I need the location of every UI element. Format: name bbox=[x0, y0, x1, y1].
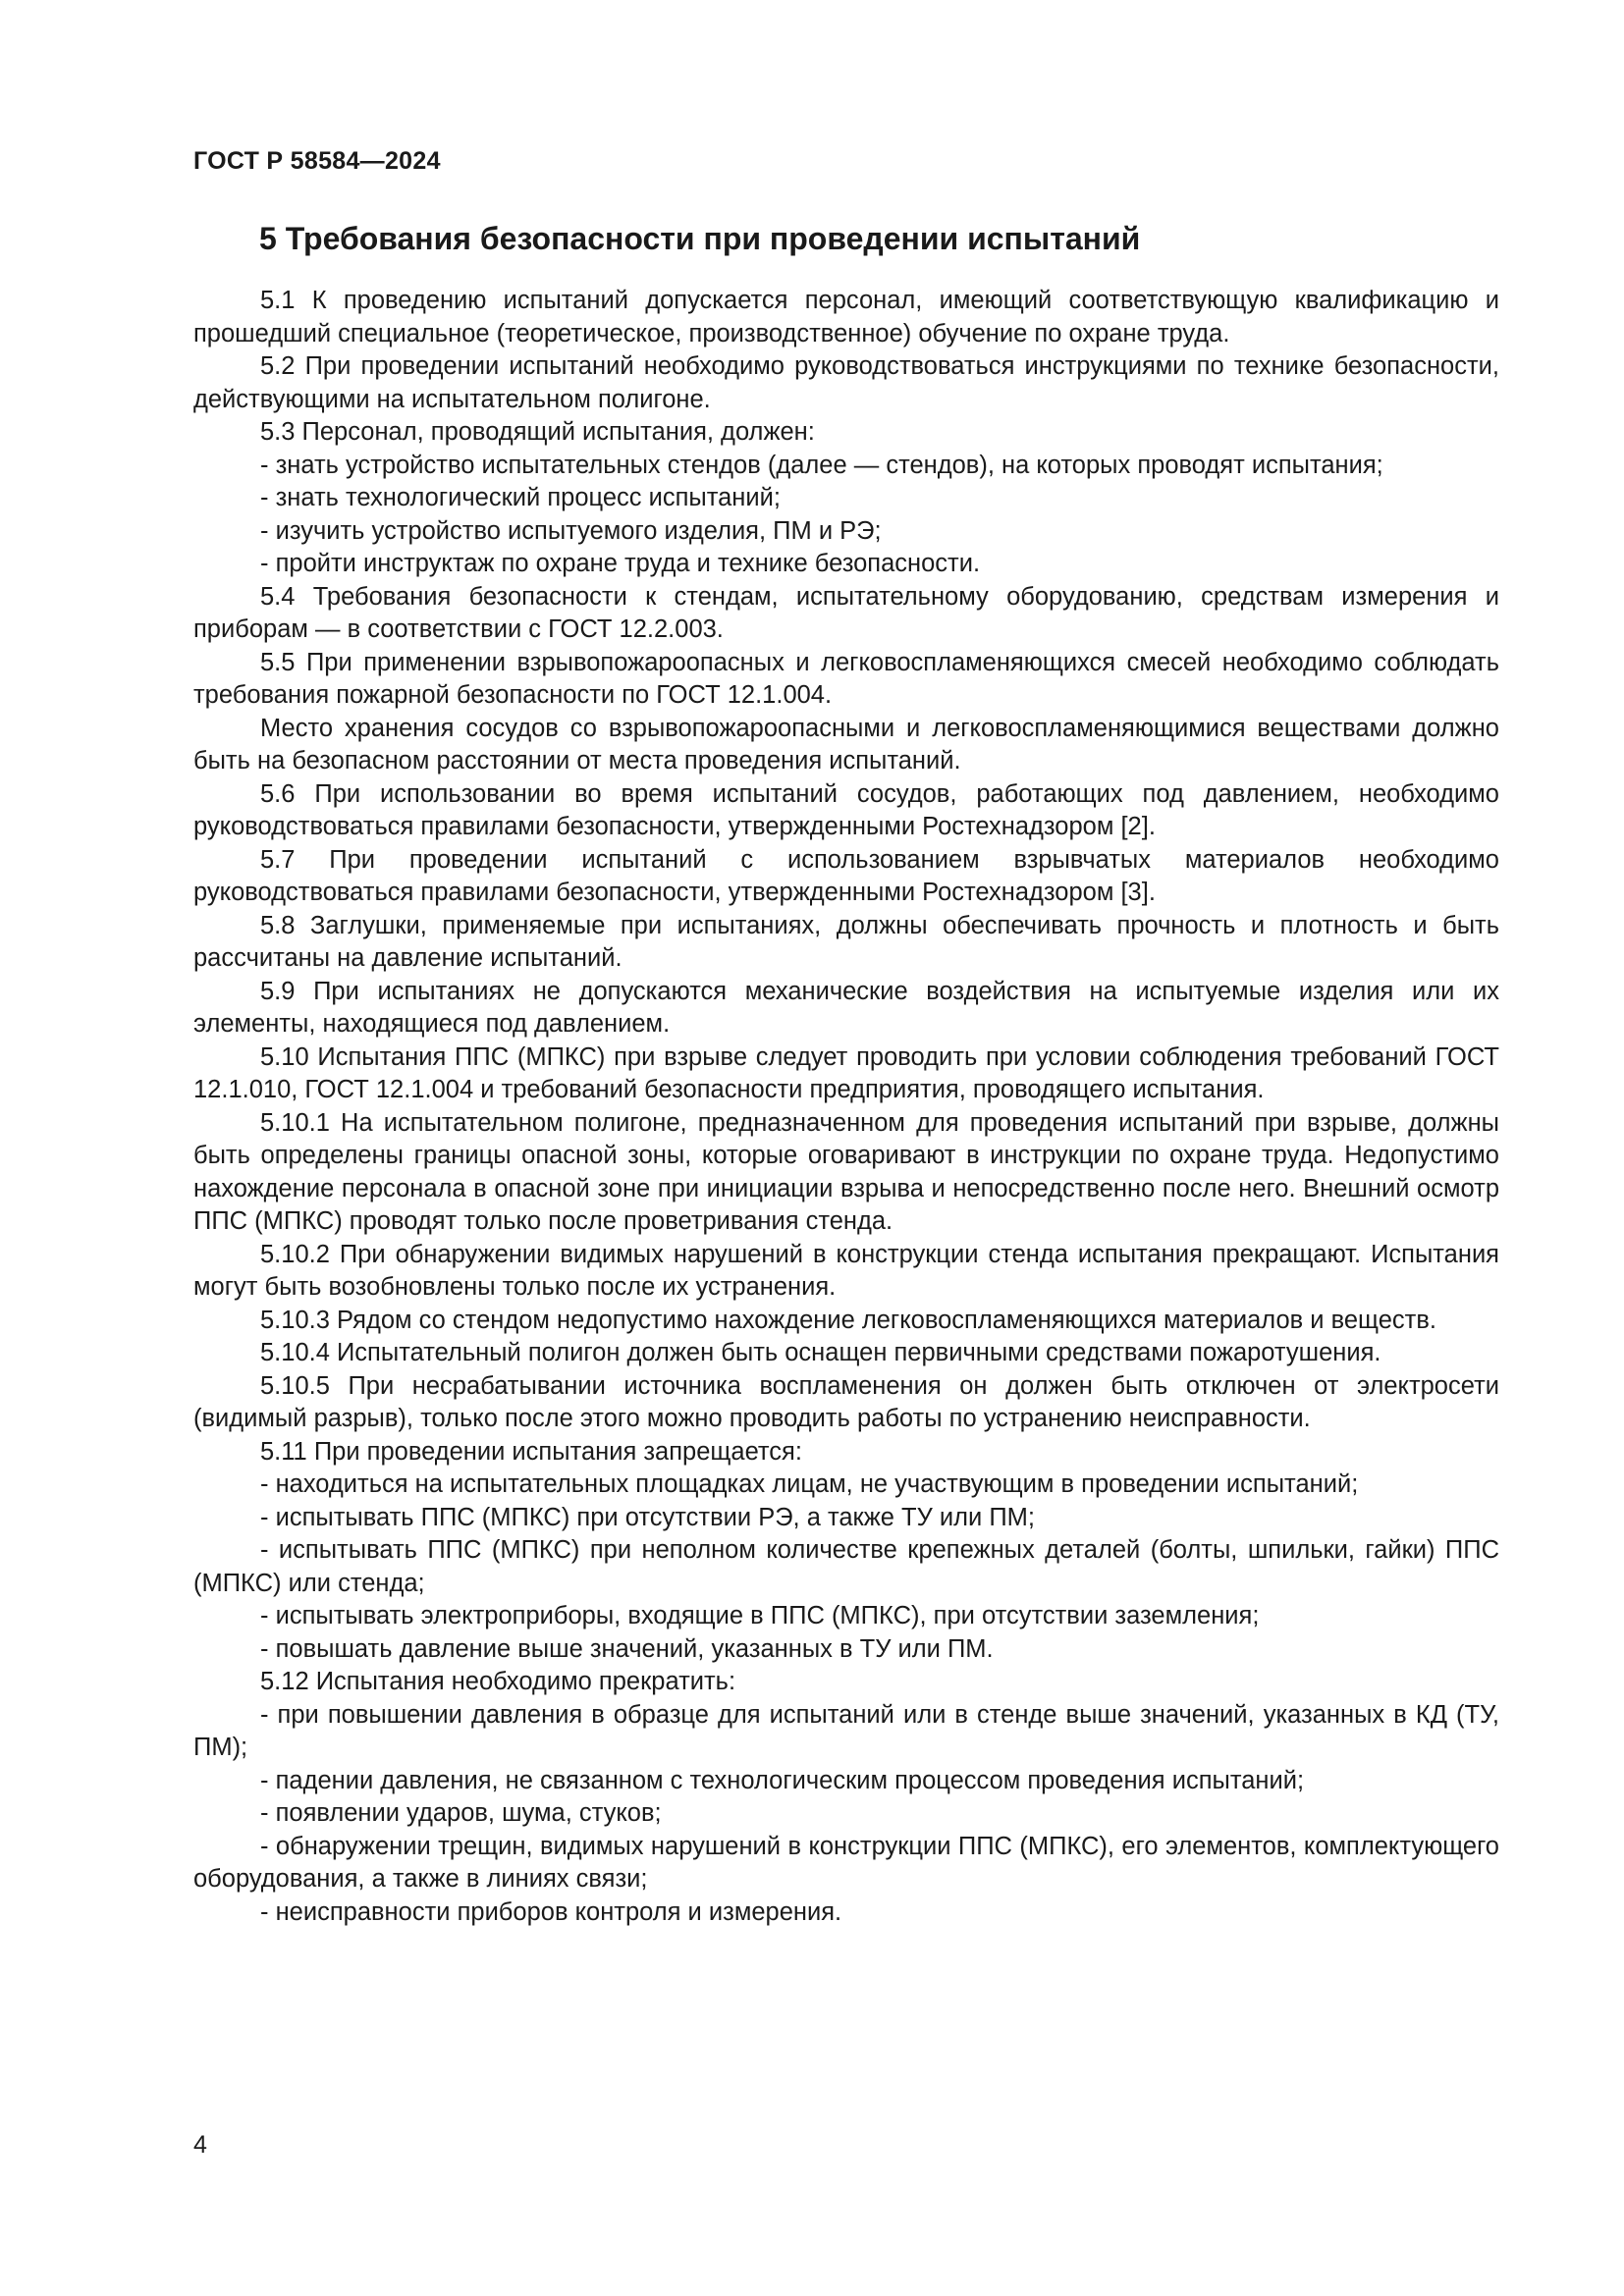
paragraph-5-10-4: 5.10.4 Испытательный полигон должен быть оснащен первичными средствами пожаротушения. bbox=[260, 1339, 1381, 1366]
list-item: - появлении ударов, шума, стуков; bbox=[260, 1799, 662, 1827]
paragraph-5-8: 5.8 Заглушки, применяемые при испытаниях, должны обеспечивать прочность и плотность и быть рассчитаны на давление испытаний. bbox=[193, 911, 1499, 972]
paragraph-5-7: 5.7 При проведении испытаний с использованием взрывчатых материалов необходимо руководствоваться правилами безопасности, утвержденными Ростехнадзором [3]. bbox=[193, 845, 1499, 906]
list-item: - находиться на испытательных площадках лицам, не участвующим в проведении испытаний; bbox=[260, 1470, 1359, 1498]
paragraph-5-5: 5.5 При применении взрывопожароопасных и легковоспламеняющихся смесей необходимо соблюдать требования пожарной безопасности по ГОСТ 12.1.004. bbox=[193, 648, 1499, 709]
section-title: 5 Требования безопасности при проведении испытаний bbox=[259, 221, 1141, 256]
list-item: - повышать давление выше значений, указанных в ТУ или ПМ. bbox=[260, 1634, 994, 1663]
paragraph-5-11: 5.11 При проведении испытания запрещается: bbox=[260, 1437, 802, 1466]
list-item: - испытывать ППС (МПКС) при неполном количестве крепежных деталей (болты, шпильки, гайки) ППС (МПКС) или стенда; bbox=[193, 1536, 1499, 1597]
paragraph-5-10-1: 5.10.1 На испытательном полигоне, предназначенном для проведения испытаний при взрыве, должны быть определены границы опасной зоны, которые оговаривают в инструкции по охране труда. Недопустимо нахождение персонала в опасной зоне при инициации взрыва и непосредственно после него. Внешний осмотр ППС (МПКС) проводят только после проветривания стенда. bbox=[193, 1108, 1499, 1235]
section-body bbox=[193, 285, 1499, 1929]
list-item: - изучить устройство испытуемого изделия, ПМ и РЭ; bbox=[260, 516, 882, 545]
list-item: - пройти инструктаж по охране труда и технике безопасности. bbox=[260, 550, 981, 577]
paragraph-5-2: 5.2 При проведении испытаний необходимо руководствоваться инструкциями по технике безопасности, действующими на испытательном полигоне. bbox=[193, 352, 1499, 413]
list-item: - неисправности приборов контроля и измерения. bbox=[260, 1897, 842, 1926]
paragraph-5-9: 5.9 При испытаниях не допускаются механические воздействия на испытуемые изделия или их элементы, находящиеся под давлением. bbox=[193, 977, 1499, 1038]
paragraph-5-10-3: 5.10.3 Рядом со стендом недопустимо нахождение легковоспламеняющихся материалов и веществ. bbox=[260, 1306, 1436, 1334]
paragraph-5-10: 5.10 Испытания ППС (МПКС) при взрыве следует проводить при условии соблюдения требований ГОСТ 12.1.010, ГОСТ 12.1.004 и требований безопасности предприятия, проводящего испытания. bbox=[193, 1042, 1499, 1103]
paragraph-storage: Место хранения сосудов со взрывопожароопасными и легковоспламеняющимися веществами должно быть на безопасном расстоянии от места проведения испытаний. bbox=[193, 714, 1499, 774]
paragraph-5-10-2: 5.10.2 При обнаружении видимых нарушений в конструкции стенда испытания прекращают. Испытания могут быть возобновлены только после их устранения. bbox=[193, 1240, 1499, 1301]
paragraph-5-12: 5.12 Испытания необходимо прекратить: bbox=[260, 1668, 736, 1695]
paragraph-5-1: 5.1 К проведению испытаний допускается персонал, имеющий соответствующую квалификацию и прошедший специальное (теоретическое, производственное) обучение по охране труда. bbox=[193, 287, 1499, 347]
document-header: ГОСТ Р 58584—2024 bbox=[193, 147, 441, 175]
list-item: - испытывать ППС (МПКС) при отсутствии РЭ, а также ТУ или ПМ; bbox=[260, 1503, 1035, 1531]
paragraph-5-6: 5.6 При использовании во время испытаний сосудов, работающих под давлением, необходимо руководствоваться правилами безопасности, утвержденными Ростехнадзором [2]. bbox=[193, 779, 1499, 840]
paragraph-5-10-5: 5.10.5 При несрабатывании источника воспламенения он должен быть отключен от электросети (видимый разрыв), только после этого можно проводить работы по устранению неисправности. bbox=[193, 1371, 1499, 1432]
page-number: 4 bbox=[193, 2131, 207, 2159]
list-item: - падении давления, не связанном с технологическим процессом проведения испытаний; bbox=[260, 1766, 1305, 1794]
list-item: - знать технологический процесс испытаний; bbox=[260, 484, 781, 511]
list-item: - испытывать электроприборы, входящие в ППС (МПКС), при отсутствии заземления; bbox=[260, 1602, 1260, 1629]
paragraph-5-4: 5.4 Требования безопасности к стендам, испытательному оборудованию, средствам измерения и приборам — в соответствии с ГОСТ 12.2.003. bbox=[193, 582, 1499, 643]
list-item: - при повышении давления в образце для испытаний или в стенде выше значений, указанных в КД (ТУ, ПМ); bbox=[193, 1700, 1499, 1761]
paragraph-5-3: 5.3 Персонал, проводящий испытания, должен: bbox=[260, 418, 815, 446]
list-item: - обнаружении трещин, видимых нарушений в конструкции ППС (МПКС), его элементов, комплектующего оборудования, а также в линиях связи; bbox=[193, 1832, 1499, 1893]
list-item: - знать устройство испытательных стендов (далее — стендов), на которых проводят испытания; bbox=[260, 451, 1383, 479]
